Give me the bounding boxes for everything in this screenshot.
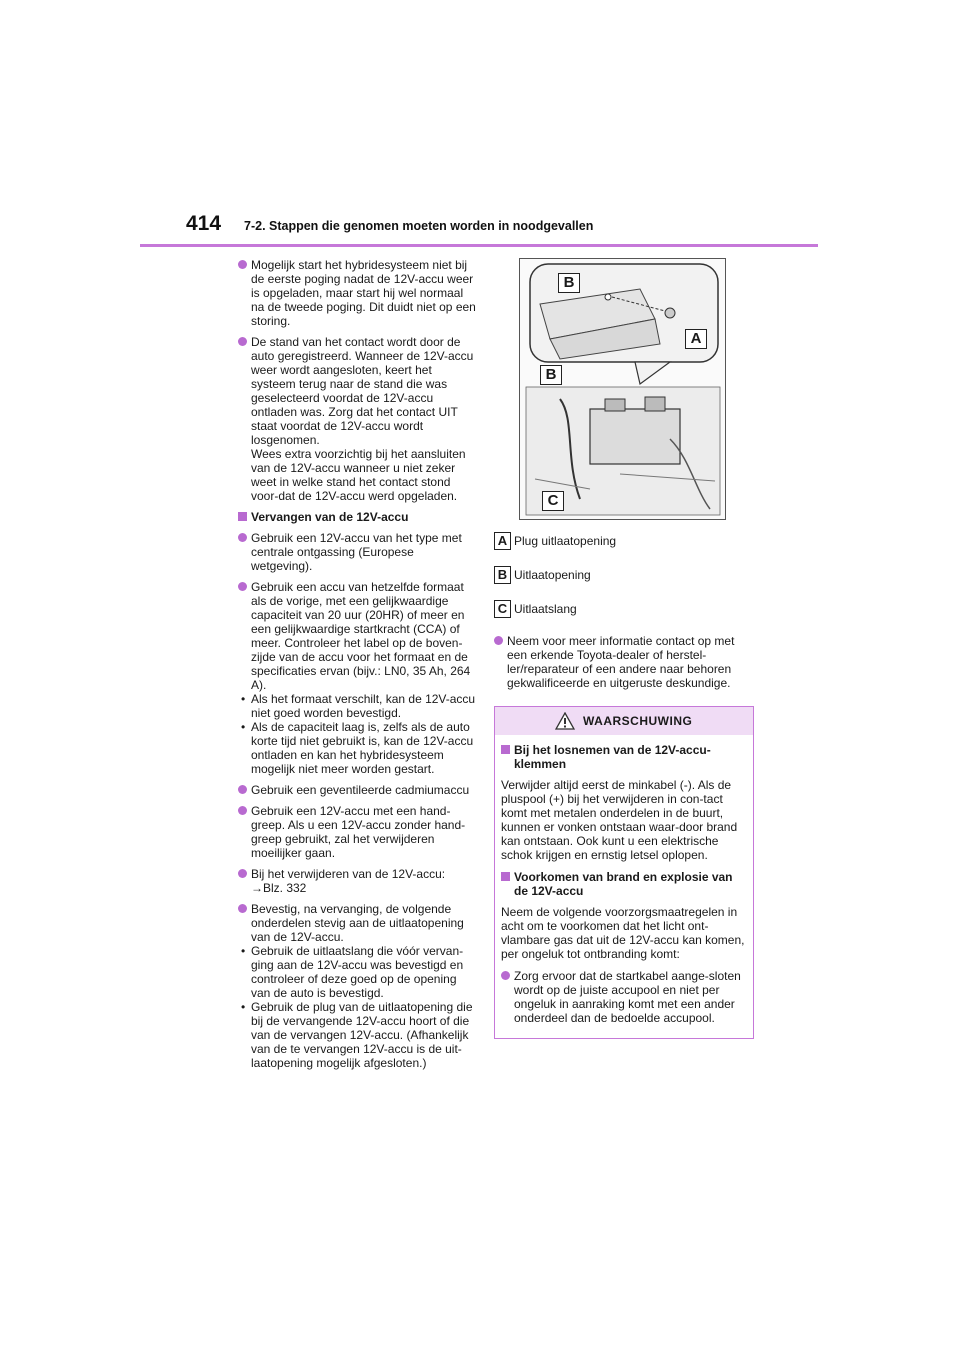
subheading: [501, 743, 747, 771]
bullet-dot-icon: [238, 260, 247, 269]
callout-a: A: [685, 329, 707, 349]
subheading-text: Vervangen van de 12V-accu: [251, 510, 409, 524]
plug: [665, 308, 675, 318]
bullet-text: Gebruik een accu van hetzelfde formaat als de vorige, met een gelijkwaardige capaciteit van 20 uur (20HR) of meer en een gelijkwaardige startkracht (CCA) of meer. Controleer het label op de boven-zijde van de accu voor het formaat en de specificaties ervan (bijv.: LN0, 35 Ah, 264 A).: [251, 580, 471, 692]
header-rule: [140, 244, 818, 247]
bullet-dot-icon: [501, 971, 510, 980]
battery-drawing: [520, 259, 725, 519]
list-item: [238, 580, 478, 776]
legend-row: [494, 532, 756, 550]
warning-header: [495, 707, 753, 735]
sub-item-text: Als de capaciteit laag is, zelfs als de auto korte tijd niet gebruikt is, kan de 12V-accu ontladen en kan het hybridesysteem mogelijk niet meer worden gestart.: [251, 720, 474, 776]
battery-body: [590, 409, 680, 464]
bullet-text: Wees extra voorzichtig bij het aansluiten van de 12V-accu wanneer u niet zeker weet in welke stand het contact stond voor-dat de 12V-accu werd opgeladen.: [251, 447, 466, 503]
battery-terminal: [645, 397, 665, 411]
bullet-text: Gebruik een 12V-accu met een hand-greep. Als u een 12V-accu zonder hand-greep gebruikt, zal het verwijderen moeilijker gaan.: [251, 804, 466, 860]
left-column: [238, 258, 478, 1077]
square-bullet-icon: [501, 745, 510, 754]
sub-list-item: [238, 692, 478, 720]
list-item: [238, 783, 478, 797]
square-bullet-icon: [501, 872, 510, 881]
legend-row: [494, 600, 756, 618]
right-column: [494, 258, 756, 1039]
battery-illustration: [519, 258, 726, 520]
subheading: [238, 510, 478, 524]
callout-c: C: [542, 491, 564, 511]
bullet-dot-icon: [238, 533, 247, 542]
page-number: 414: [186, 212, 222, 235]
bullet-dot-icon: [238, 337, 247, 346]
sub-item-text: Als het formaat verschilt, kan de 12V-accu niet goed worden bevestigd.: [251, 692, 476, 720]
list-item: [501, 969, 747, 1025]
legend-row: [494, 566, 756, 584]
bullet-dot-icon: [238, 869, 247, 878]
subheading-text: Bij het losnemen van de 12V-accu-klemmen: [514, 743, 711, 771]
bullet-text: De stand van het contact wordt door de auto geregistreerd. Wanneer de 12V-accu weer wordt aangesloten, keert het systeem terug naar de stand die was geselecteerd voordat de 12V-accu ontladen was. Zorg dat het contact UIT staat voordat de 12V-accu wordt losgenomen.: [251, 335, 474, 447]
callout-b-inset: B: [558, 273, 580, 293]
list-item: [238, 804, 478, 860]
subheading-text: Voorkomen van brand en explosie van de 12V-accu: [514, 870, 733, 898]
dot-marker-icon: •: [241, 1000, 246, 1014]
legend-text: Uitlaatslang: [514, 602, 577, 616]
list-item: [238, 335, 478, 503]
list-item: [494, 634, 756, 690]
legend-letter: A: [494, 532, 511, 550]
dot-marker-icon: •: [241, 720, 246, 734]
warning-triangle-icon: [555, 712, 575, 730]
square-bullet-icon: [238, 512, 247, 521]
bullet-dot-icon: [238, 806, 247, 815]
warning-title: WAARSCHUWING: [583, 714, 693, 728]
battery-terminal: [605, 399, 625, 411]
figure-legend: [494, 532, 756, 618]
legend-letter: C: [494, 600, 511, 618]
sub-list-item: [238, 720, 478, 776]
sub-item-text: Gebruik de plug van de uitlaatopening die bij de vervangende 12V-accu hoort of die van de vervangen 12V-accu. (Afhankelijk van de te vervangen 12V-accu is de uit-laatopening mogelijk afgesloten.): [251, 1000, 473, 1070]
list-item: [238, 531, 478, 573]
subheading: [501, 870, 747, 898]
paragraph: Verwijder altijd eerst de minkabel (-). Als de pluspool (+) bij het verwijderen in con-tact komt met metalen onderdelen in de buurt, kunnen er vonken ontstaan waar-door brand kan ontstaan. Ook kunt u een elektrische schok krijgen en ernstig letsel oplopen.: [501, 778, 738, 862]
page-reference-link[interactable]: →Blz. 332: [251, 881, 307, 895]
bullet-text: Gebruik een geventileerde cadmiumaccu: [251, 783, 470, 797]
list-item: [238, 867, 478, 895]
legend-letter: B: [494, 566, 511, 584]
bullet-text: Gebruik een 12V-accu van het type met centrale ontgassing (Europese wetgeving).: [251, 531, 462, 573]
bullet-text: Bij het verwijderen van de 12V-accu:: [251, 867, 446, 881]
warning-box: [494, 706, 754, 1039]
sub-item-text: Gebruik de uitlaatslang die vóór vervan-ging aan de 12V-accu was bevestigd en controleer of deze goed op de opening van de auto is bevestigd.: [251, 944, 464, 1000]
bullet-text: Neem voor meer informatie contact op met een erkende Toyota-dealer of herstel-ler/reparateur of een andere naar behoren gekwalificeerde en uitgeruste deskundige.: [507, 634, 735, 690]
bullet-text: Bevestig, na vervanging, de volgende onderdelen stevig aan de uitlaatopening van de 12V-accu.: [251, 902, 464, 944]
section-title: 7-2. Stappen die genomen moeten worden in noodgevallen: [244, 219, 594, 233]
list-item: [238, 258, 478, 328]
legend-text: Plug uitlaatopening: [514, 534, 617, 548]
zoom-pointer: [635, 362, 670, 384]
paragraph: Neem de volgende voorzorgsmaatregelen in acht om te voorkomen dat het licht ont-vlambare gas dat uit de 12V-accu kan komen, per ongeluk tot ontbranding komt:: [501, 905, 745, 961]
page-header: [140, 212, 818, 246]
list-item: [238, 902, 478, 1070]
sub-list-item: [238, 944, 478, 1000]
bullet-text: Zorg ervoor dat de startkabel aange-sloten wordt op de juiste accupool en niet per ongeluk in aanraking komt met een ander onderdeel dan de bedoelde accupool.: [514, 969, 741, 1025]
bullet-dot-icon: [494, 636, 503, 645]
bullet-dot-icon: [238, 904, 247, 913]
dot-marker-icon: •: [241, 692, 246, 706]
sub-list-item: [238, 1000, 478, 1070]
warning-body: [495, 735, 753, 1038]
vent-hole: [605, 294, 611, 300]
bullet-dot-icon: [238, 785, 247, 794]
callout-b: B: [540, 365, 562, 385]
dot-marker-icon: •: [241, 944, 246, 958]
legend-text: Uitlaatopening: [514, 568, 591, 582]
bullet-text: Mogelijk start het hybridesysteem niet bij de eerste poging nadat de 12V-accu weer is opgeladen, maar start hij wel normaal na de tweede poging. Dit duidt niet op een storing.: [251, 258, 476, 328]
bullet-dot-icon: [238, 582, 247, 591]
